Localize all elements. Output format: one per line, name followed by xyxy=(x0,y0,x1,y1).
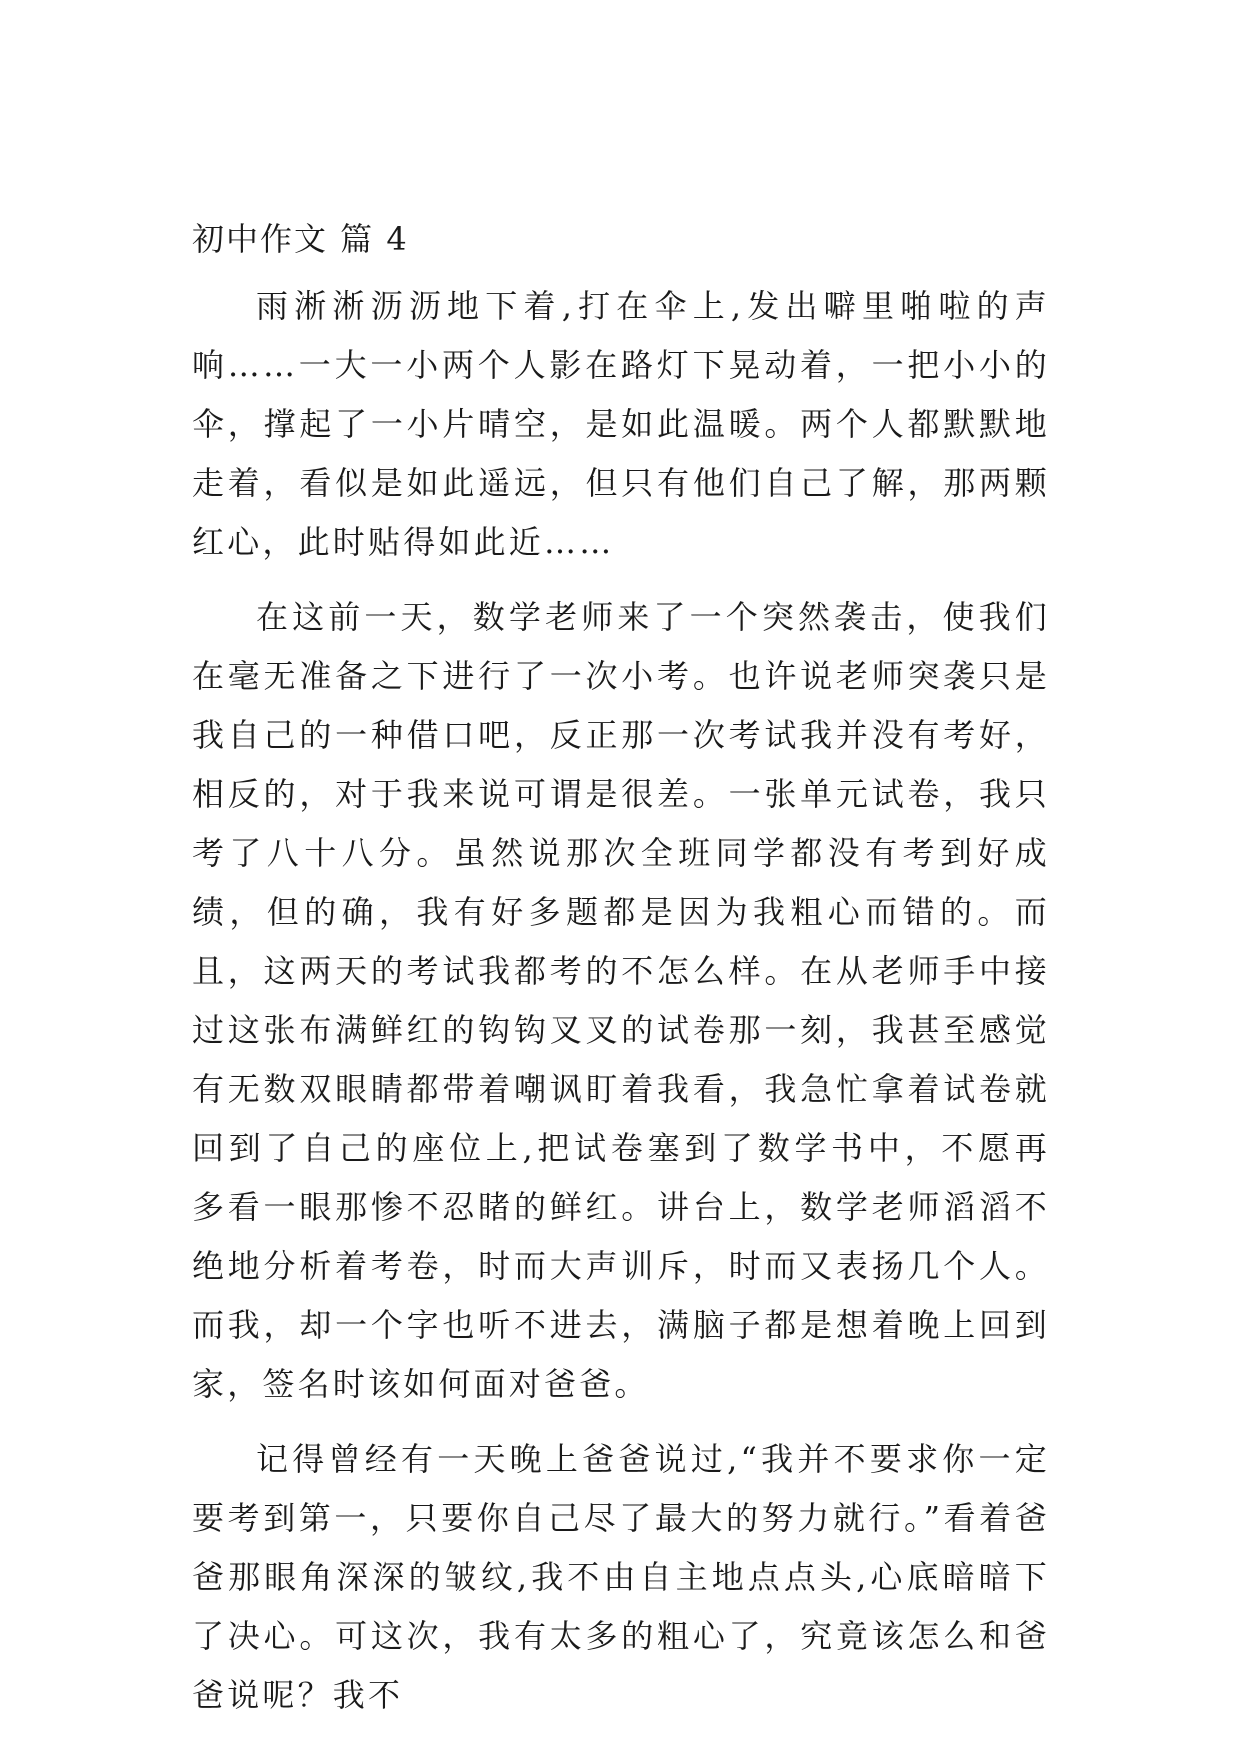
document-title: 初中作文 篇 4 xyxy=(192,220,409,258)
paragraph-2: 在这前一天，数学老师来了一个突然袭击，使我们在毫无准备之下进行了一次小考。也许说老师突袭只是我自己的一种借口吧，反正那一次考试我并没有考好，相反的，对于我来说可谓是很差。一张单元试卷，我只考了八十八分。虽然说那次全班同学都没有考到好成绩，但的确，我有好多题都是因为我粗心而错的。而且，这两天的考试我都考的不怎么样。在从老师手中接过这张布满鲜红的钩钩叉叉的试卷那一刻，我甚至感觉有无数双眼睛都带着嘲讽盯着我看，我急忙拿着试卷就回到了自己的座位上,把试卷塞到了数学书中，不愿再多看一眼那惨不忍睹的鲜红。讲台上，数学老师滔滔不绝地分析着考卷，时而大声训斥，时而又表扬几个人。而我，却一个字也听不进去，满脑子都是想着晚上回到家，签名时该如何面对爸爸。 xyxy=(192,598,1050,1403)
paragraph-3: 记得曾经有一天晚上爸爸说过,“我并不要求你一定要考到第一，只要你自己尽了最大的努力就行。”看着爸爸那眼角深深的皱纹,我不由自主地点点头,心底暗暗下了决心。可这次，我有太多的粗心了，究竟该怎么和爸爸说呢？我不 xyxy=(192,1440,1050,1714)
document-body xyxy=(192,215,1050,1725)
paragraph-1: 雨淅淅沥沥地下着,打在伞上,发出噼里啪啦的声响……一大一小两个人影在路灯下晃动着，一把小小的伞，撑起了一小片晴空，是如此温暖。两个人都默默地走着，看似是如此遥远，但只有他们自己了解，那两颗红心，此时贴得如此近…… xyxy=(192,287,1050,561)
